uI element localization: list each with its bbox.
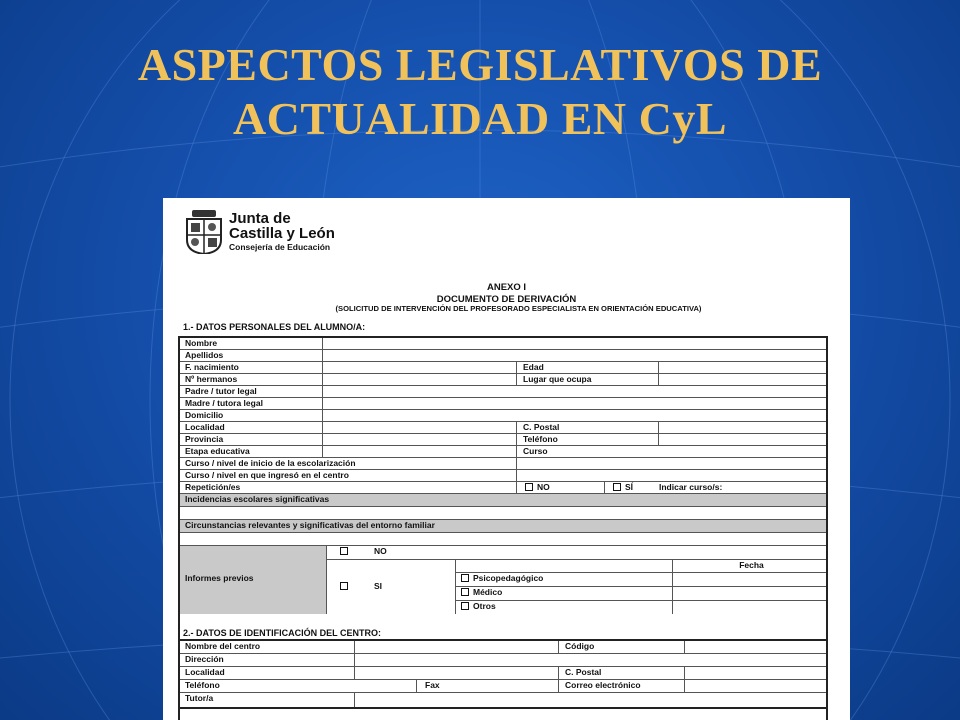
table-row [180, 693, 826, 707]
table-row [180, 520, 826, 533]
checkbox-icon [461, 602, 469, 610]
table-row [180, 410, 826, 422]
table-row [180, 422, 826, 434]
slide-title-line2: ACTUALIDAD EN CyL [232, 93, 728, 144]
table-row [456, 587, 826, 601]
section2-title: 2.- DATOS DE IDENTIFICACIÓN DEL CENTRO: [183, 628, 382, 638]
informes-no-row [327, 546, 826, 560]
label-lugar-ocupa: Lugar que ocupa [523, 374, 592, 384]
table-row [180, 494, 826, 507]
table-row [456, 573, 826, 587]
label-apellidos: Apellidos [185, 350, 224, 360]
label-fecha: Fecha [739, 560, 764, 570]
label-c-postal: C. Postal [523, 422, 560, 432]
option-otros: Otros [456, 601, 496, 614]
slide-title [0, 38, 960, 146]
label-padre: Padre / tutor legal [185, 386, 257, 396]
table-row [180, 386, 826, 398]
table-row [180, 338, 826, 350]
anexo-heading: ANEXO I [486, 282, 527, 293]
label-edad: Edad [523, 362, 544, 372]
informes-si-cell [327, 560, 456, 614]
scanned-form-document [163, 198, 850, 720]
document-title: DOCUMENTO DE DERIVACIÓN [436, 294, 577, 305]
school-data-table [178, 639, 828, 709]
table-row [180, 641, 826, 654]
table-row [180, 470, 826, 482]
label-f-nacimiento: F. nacimiento [185, 362, 239, 372]
label-tutor: Tutor/a [185, 693, 214, 703]
label-fax: Fax [425, 680, 440, 690]
table-row [180, 434, 826, 446]
table-row [180, 350, 826, 362]
slide-title-line1: ASPECTOS LEGISLATIVOS DE [137, 39, 823, 90]
checkbox-icon [340, 547, 348, 555]
label-informes-previos: Informes previos [185, 573, 254, 583]
table-row [456, 560, 826, 573]
informes-si-option: SI [335, 581, 382, 592]
repeticion-no-option: NO [520, 482, 550, 493]
label-indicar-curso: Indicar curso/s: [659, 482, 723, 492]
informes-no-option: NO [335, 546, 387, 559]
label-etapa: Etapa educativa [185, 446, 250, 456]
label-telefono: Teléfono [523, 434, 558, 444]
repeticion-si-option: SÍ [608, 482, 633, 493]
label-domicilio: Domicilio [185, 410, 224, 420]
label-incidencias: Incidencias escolares significativas [185, 494, 330, 504]
table-row [180, 446, 826, 458]
checkbox-icon [340, 582, 348, 590]
label-localidad: Localidad [185, 422, 225, 432]
informes-previos-cell [180, 546, 327, 614]
table-row [180, 374, 826, 386]
label-madre: Madre / tutora legal [185, 398, 263, 408]
table-row [180, 533, 826, 546]
table-row [180, 680, 826, 693]
label-codigo: Código [565, 641, 595, 651]
label-telefono-centro: Teléfono [185, 680, 220, 690]
checkbox-icon [461, 574, 469, 582]
coat-of-arms-icon [183, 210, 225, 254]
option-psicopedagogico: Psicopedagógico [456, 573, 543, 586]
table-row [180, 398, 826, 410]
option-medico: Médico [456, 587, 502, 600]
label-c-postal-centro: C. Postal [565, 667, 602, 677]
checkbox-icon [613, 483, 621, 491]
label-repeticion: Repetición/es [185, 482, 241, 492]
label-curso: Curso [523, 446, 548, 456]
label-nombre: Nombre [185, 338, 218, 348]
label-localidad-centro: Localidad [185, 667, 225, 677]
label-circunstancias: Circunstancias relevantes y significativas del entorno familiar [185, 520, 435, 530]
logo-text [229, 211, 335, 253]
logo-line2: Castilla y León [229, 225, 335, 242]
table-row [180, 482, 826, 494]
checkbox-icon [461, 588, 469, 596]
section1-title: 1.- DATOS PERSONALES DEL ALUMNO/A: [183, 322, 366, 332]
label-provincia: Provincia [185, 434, 224, 444]
logo-line1: Junta de [229, 210, 291, 227]
label-curso-inicio: Curso / nivel de inicio de la escolarización [185, 458, 356, 468]
table-row [180, 667, 826, 680]
label-nombre-centro: Nombre del centro [185, 641, 261, 651]
checkbox-icon [525, 483, 533, 491]
table-row [180, 654, 826, 667]
logo-line3: Consejería de Educación [229, 242, 331, 252]
table-row [180, 362, 826, 374]
label-correo: Correo electrónico [565, 680, 641, 690]
table-row [456, 601, 826, 614]
label-n-hermanos: Nº hermanos [185, 374, 238, 384]
table-row [180, 458, 826, 470]
informes-types [456, 560, 826, 614]
label-direccion: Dirección [185, 654, 224, 664]
document-subtitle: (SOLICITUD DE INTERVENCIÓN DEL PROFESORADO ESPECIALISTA EN ORIENTACIÓN EDUCATIVA) [335, 304, 702, 313]
label-curso-ingreso: Curso / nivel en que ingresó en el centro [185, 470, 349, 480]
table-row [180, 507, 826, 520]
